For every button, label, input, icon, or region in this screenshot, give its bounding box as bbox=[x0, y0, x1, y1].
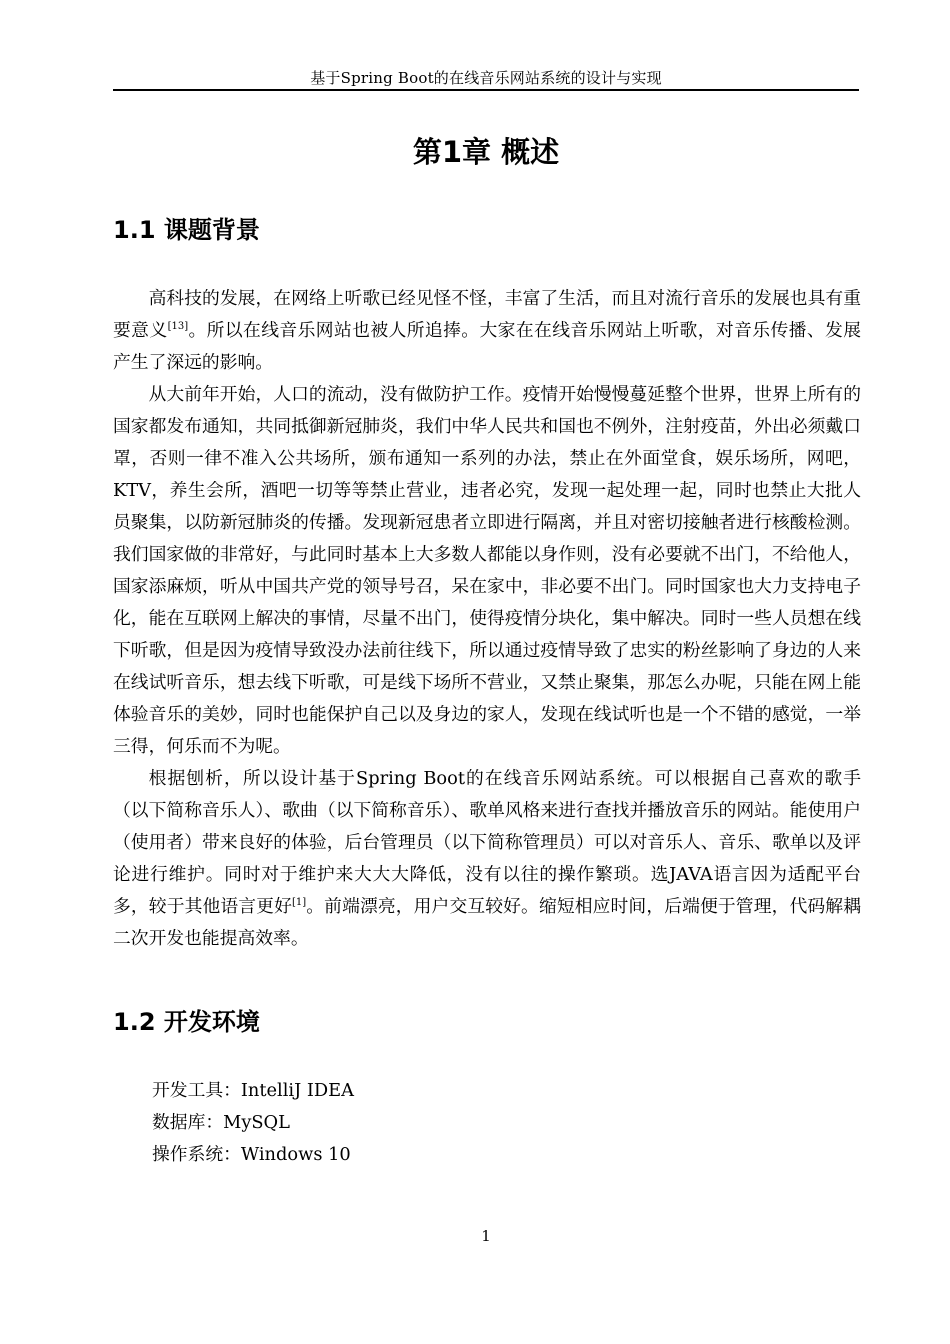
list-item: 开发工具：IntelliJ IDEA bbox=[152, 1080, 354, 1101]
paragraph: 从大前年开始，人口的流动，没有做防护工作。疫情开始慢慢蔓延整个世界，世界上所有的国家都发布通知，共同抵御新冠肺炎，我们中华人民共和国也不例外，注射疫苗，外出必须戴口罩，否则一律不准入公共场所，颁布通知一系列的办法，禁止在外面堂食，娱乐场所，网吧，KTV，养生会所，酒吧一切等等禁止营业，违者必究，发现一起处理一起，同时也禁止大批人员聚集，以防新冠肺炎的传播。发现新冠患者立即进行隔离，并且对密切接触者进行核酸检测。我们国家做的非常好，与此同时基本上大多数人都能以身作则，没有必要就不出门，不给他人，国家添麻烦，听从中国共产党的领导号召，呆在家中，非必要不出门。同时国家也大力支持电子化，能在互联网上解决的事情，尽量不出门，使得疫情分块化，集中解决。同时一些人员想在线下听歌，但是因为疫情导致没办法前往线下，所以通过疫情导致了忠实的粉丝影响了身边的人来在线试听音乐，想去线下听歌，可是线下场所不营业，又禁止聚集，那怎么办呢，只能在网上能体验音乐的美妙，同时也能保护自己以及身边的家人，发现在线试听也是一个不错的感觉，一举三得，何乐而不为呢。 bbox=[113, 384, 861, 757]
citation: [1] bbox=[291, 897, 307, 909]
citation: [13] bbox=[167, 321, 189, 333]
running-header: 基于Spring Boot的在线音乐网站系统的设计与实现 bbox=[310, 69, 662, 87]
list-item: 数据库：MySQL bbox=[152, 1112, 290, 1133]
header-rule bbox=[113, 89, 859, 91]
environment-list bbox=[152, 1075, 354, 1171]
paragraph: 高科技的发展，在网络上听歌已经见怪不怪，丰富了生活，而且对流行音乐的发展也具有重要意义[13]。所以在线音乐网站也被人所追捧。大家在在线音乐网站上听歌，对音乐传播、发展产生了深远的影响。 bbox=[113, 288, 861, 373]
section-body-background bbox=[113, 283, 861, 955]
section-heading-environment: 1.2 开发环境 bbox=[113, 1008, 260, 1036]
paragraph: 根据刨析，所以设计基于Spring Boot的在线音乐网站系统。可以根据自己喜欢的歌手（以下简称音乐人）、歌曲（以下简称音乐）、歌单风格来进行查找并播放音乐的网站。能使用户（使用者）带来良好的体验，后台管理员（以下简称管理员）可以对音乐人、音乐、歌单以及评论进行维护。同时对于维护来大大大降低，没有以往的操作繁琐。选JAVA语言因为适配平台多，较于其他语言更好[1]。前端漂亮，用户交互较好。缩短相应时间，后端便于管理，代码解耦二次开发也能提高效率。 bbox=[113, 768, 861, 949]
page-number: 1 bbox=[481, 1227, 491, 1245]
section-heading-background: 1.1 课题背景 bbox=[113, 216, 260, 244]
list-item: 操作系统：Windows 10 bbox=[152, 1144, 351, 1165]
chapter-title: 第1章 概述 bbox=[412, 135, 560, 169]
